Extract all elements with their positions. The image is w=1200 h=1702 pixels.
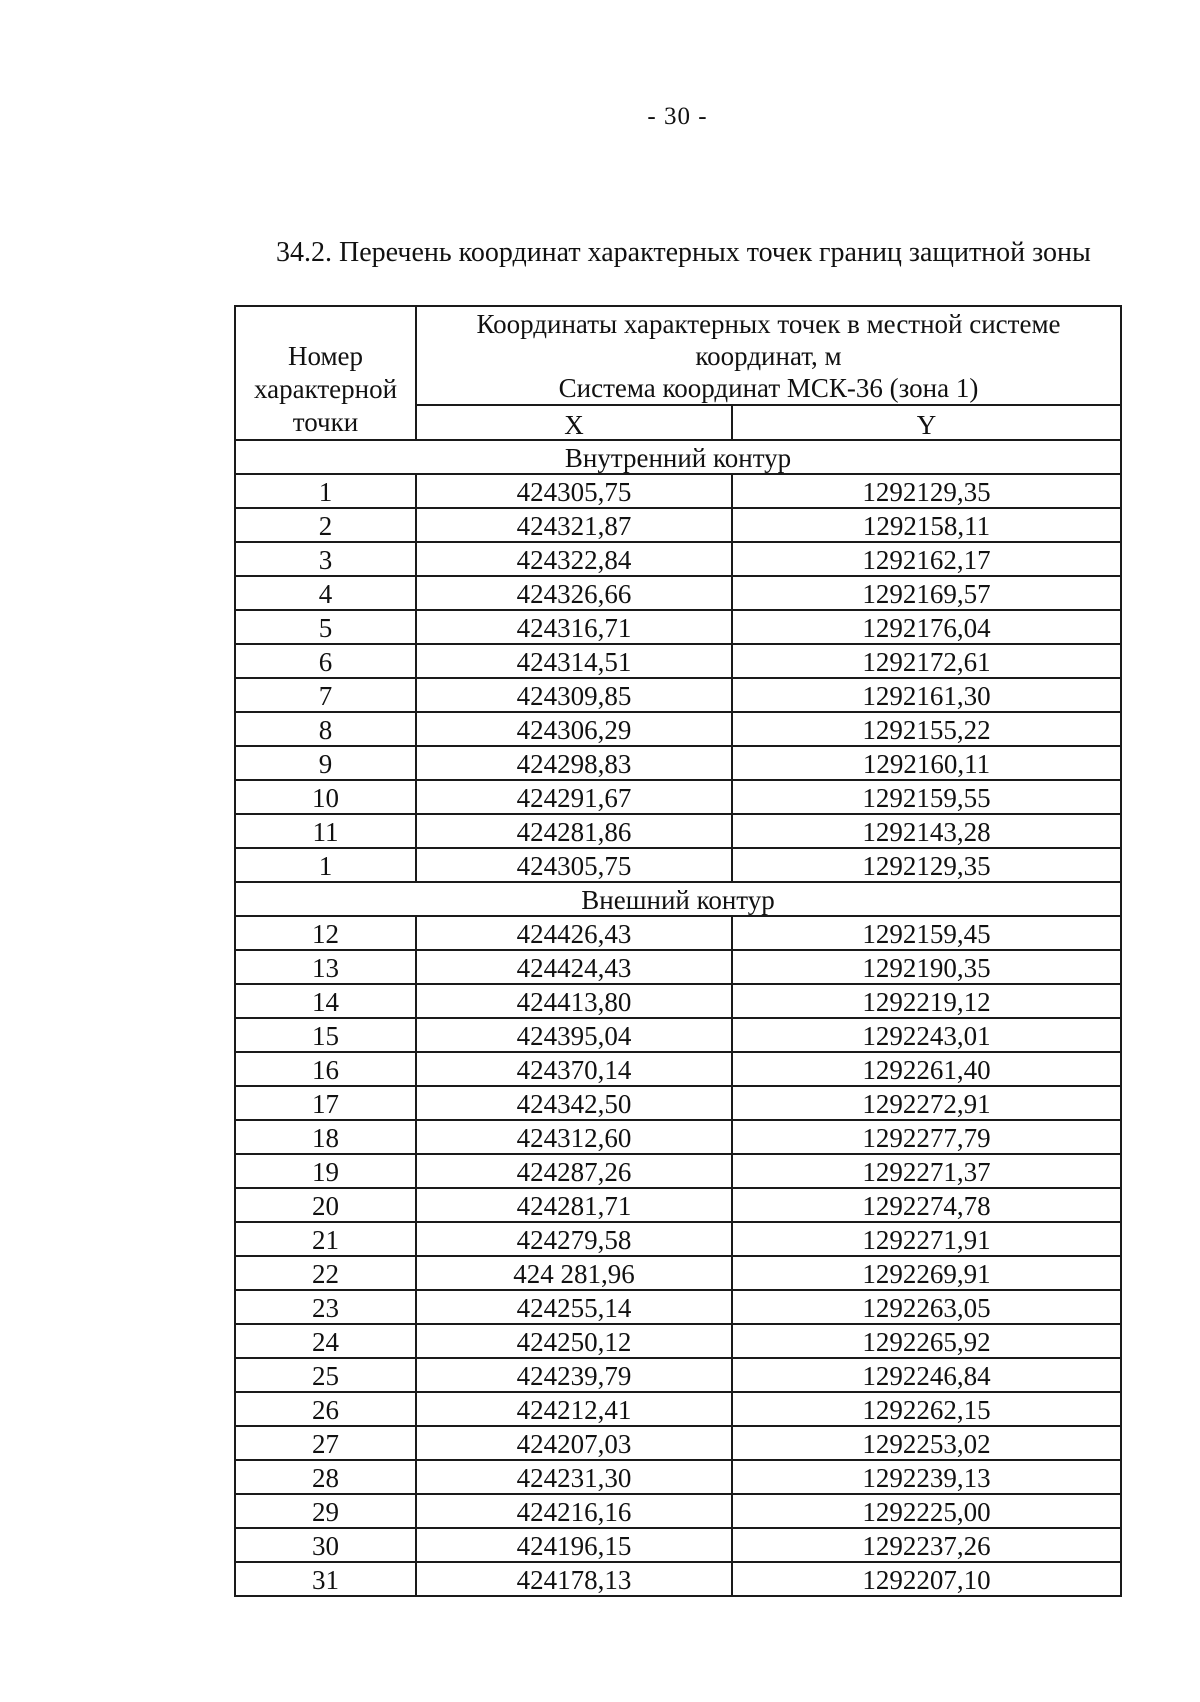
point-number-cell: 3 <box>235 542 416 576</box>
table-row <box>235 916 1121 950</box>
x-coordinate-cell: 424281,86 <box>416 814 732 848</box>
x-coordinate-cell: 424395,04 <box>416 1018 732 1052</box>
point-number-cell: 28 <box>235 1460 416 1494</box>
x-coordinate-cell: 424321,87 <box>416 508 732 542</box>
table-row <box>235 1188 1121 1222</box>
table-row <box>235 1324 1121 1358</box>
section-heading: 34.2. Перечень координат характерных точек границ защитной зоны <box>276 237 1091 268</box>
point-number-cell: 14 <box>235 984 416 1018</box>
x-coordinate-cell: 424207,03 <box>416 1426 732 1460</box>
page-number: - 30 - <box>647 103 708 130</box>
table-row <box>235 1222 1121 1256</box>
x-coordinate-cell: 424279,58 <box>416 1222 732 1256</box>
x-coordinate-cell: 424291,67 <box>416 780 732 814</box>
point-number-cell: 15 <box>235 1018 416 1052</box>
table-row <box>235 678 1121 712</box>
point-number-cell: 18 <box>235 1120 416 1154</box>
table-row <box>235 1120 1121 1154</box>
y-coordinate-cell: 1292176,04 <box>732 610 1121 644</box>
y-coordinate-cell: 1292262,15 <box>732 1392 1121 1426</box>
x-coordinate-cell: 424305,75 <box>416 474 732 508</box>
y-coordinate-cell: 1292169,57 <box>732 576 1121 610</box>
y-coordinate-cell: 1292246,84 <box>732 1358 1121 1392</box>
x-coordinate-cell: 424281,71 <box>416 1188 732 1222</box>
y-coordinate-cell: 1292261,40 <box>732 1052 1121 1086</box>
x-coordinate-cell: 424413,80 <box>416 984 732 1018</box>
point-number-cell: 1 <box>235 474 416 508</box>
x-coordinate-cell: 424287,26 <box>416 1154 732 1188</box>
point-number-cell: 13 <box>235 950 416 984</box>
x-coordinate-cell: 424424,43 <box>416 950 732 984</box>
x-coordinate-cell: 424239,79 <box>416 1358 732 1392</box>
y-coordinate-cell: 1292159,55 <box>732 780 1121 814</box>
table-row <box>235 950 1121 984</box>
point-number-cell: 1 <box>235 848 416 882</box>
table-row <box>235 1018 1121 1052</box>
table-row <box>235 1494 1121 1528</box>
point-number-cell: 12 <box>235 916 416 950</box>
point-number-cell: 27 <box>235 1426 416 1460</box>
header-x: X <box>416 405 732 440</box>
table-row <box>235 1086 1121 1120</box>
header-coordinates-line: Координаты характерных точек в местной системе <box>476 309 1061 340</box>
y-coordinate-cell: 1292143,28 <box>732 814 1121 848</box>
point-number-cell: 25 <box>235 1358 416 1392</box>
y-coordinate-cell: 1292172,61 <box>732 644 1121 678</box>
point-number-cell: 29 <box>235 1494 416 1528</box>
point-number-cell: 23 <box>235 1290 416 1324</box>
x-coordinate-cell: 424298,83 <box>416 746 732 780</box>
x-coordinate-cell: 424370,14 <box>416 1052 732 1086</box>
point-number-cell: 26 <box>235 1392 416 1426</box>
x-coordinate-cell: 424309,85 <box>416 678 732 712</box>
y-coordinate-cell: 1292263,05 <box>732 1290 1121 1324</box>
point-number-cell: 8 <box>235 712 416 746</box>
section-row <box>235 882 1121 916</box>
table-row <box>235 542 1121 576</box>
point-number-cell: 22 <box>235 1256 416 1290</box>
table-row <box>235 1256 1121 1290</box>
header-coordinates <box>416 306 1121 405</box>
y-coordinate-cell: 1292159,45 <box>732 916 1121 950</box>
point-number-cell: 9 <box>235 746 416 780</box>
table-row <box>235 1426 1121 1460</box>
x-coordinate-cell: 424314,51 <box>416 644 732 678</box>
table-row <box>235 576 1121 610</box>
point-number-cell: 19 <box>235 1154 416 1188</box>
point-number-cell: 10 <box>235 780 416 814</box>
x-coordinate-cell: 424231,30 <box>416 1460 732 1494</box>
y-coordinate-cell: 1292129,35 <box>732 474 1121 508</box>
header-point-number-line: точки <box>292 407 359 437</box>
point-number-cell: 16 <box>235 1052 416 1086</box>
point-number-cell: 5 <box>235 610 416 644</box>
y-coordinate-cell: 1292269,91 <box>732 1256 1121 1290</box>
y-coordinate-cell: 1292237,26 <box>732 1528 1121 1562</box>
table-row <box>235 1392 1121 1426</box>
y-coordinate-cell: 1292162,17 <box>732 542 1121 576</box>
table-row <box>235 1528 1121 1562</box>
x-coordinate-cell: 424196,15 <box>416 1528 732 1562</box>
y-coordinate-cell: 1292277,79 <box>732 1120 1121 1154</box>
point-number-cell: 2 <box>235 508 416 542</box>
y-coordinate-cell: 1292265,92 <box>732 1324 1121 1358</box>
x-coordinate-cell: 424342,50 <box>416 1086 732 1120</box>
point-number-cell: 4 <box>235 576 416 610</box>
table-body <box>235 440 1121 1596</box>
table-row <box>235 1358 1121 1392</box>
x-coordinate-cell: 424426,43 <box>416 916 732 950</box>
point-number-cell: 21 <box>235 1222 416 1256</box>
x-coordinate-cell: 424316,71 <box>416 610 732 644</box>
header-point-number-line: Номер <box>287 341 364 371</box>
point-number-cell: 24 <box>235 1324 416 1358</box>
y-coordinate-cell: 1292190,35 <box>732 950 1121 984</box>
header-point-number <box>235 306 416 440</box>
point-number-cell: 31 <box>235 1562 416 1596</box>
x-coordinate-cell: 424326,66 <box>416 576 732 610</box>
point-number-cell: 17 <box>235 1086 416 1120</box>
header-coordinates-line: Система координат МСК-36 (зона 1) <box>558 373 979 404</box>
y-coordinate-cell: 1292158,11 <box>732 508 1121 542</box>
x-coordinate-cell: 424255,14 <box>416 1290 732 1324</box>
x-coordinate-cell: 424306,29 <box>416 712 732 746</box>
y-coordinate-cell: 1292271,37 <box>732 1154 1121 1188</box>
y-coordinate-cell: 1292225,00 <box>732 1494 1121 1528</box>
y-coordinate-cell: 1292155,22 <box>732 712 1121 746</box>
x-coordinate-cell: 424216,16 <box>416 1494 732 1528</box>
x-coordinate-cell: 424 281,96 <box>416 1256 732 1290</box>
y-coordinate-cell: 1292160,11 <box>732 746 1121 780</box>
section-title: Внутренний контур <box>235 440 1121 474</box>
header-coordinates-line: координат, м <box>695 341 842 372</box>
point-number-cell: 30 <box>235 1528 416 1562</box>
point-number-cell: 11 <box>235 814 416 848</box>
x-coordinate-cell: 424212,41 <box>416 1392 732 1426</box>
section-row <box>235 440 1121 474</box>
table-row <box>235 712 1121 746</box>
y-coordinate-cell: 1292274,78 <box>732 1188 1121 1222</box>
table-row <box>235 814 1121 848</box>
table-row <box>235 1290 1121 1324</box>
y-coordinate-cell: 1292207,10 <box>732 1562 1121 1596</box>
x-coordinate-cell: 424305,75 <box>416 848 732 882</box>
x-coordinate-cell: 424178,13 <box>416 1562 732 1596</box>
table-row <box>235 848 1121 882</box>
table-row <box>235 984 1121 1018</box>
y-coordinate-cell: 1292161,30 <box>732 678 1121 712</box>
coordinates-table <box>234 305 1122 1597</box>
table-row <box>235 746 1121 780</box>
y-coordinate-cell: 1292239,13 <box>732 1460 1121 1494</box>
table-row <box>235 508 1121 542</box>
table-row <box>235 474 1121 508</box>
y-coordinate-cell: 1292243,01 <box>732 1018 1121 1052</box>
table-row <box>235 644 1121 678</box>
y-coordinate-cell: 1292129,35 <box>732 848 1121 882</box>
point-number-cell: 20 <box>235 1188 416 1222</box>
point-number-cell: 7 <box>235 678 416 712</box>
table-row <box>235 1154 1121 1188</box>
point-number-cell: 6 <box>235 644 416 678</box>
table-row <box>235 780 1121 814</box>
x-coordinate-cell: 424250,12 <box>416 1324 732 1358</box>
table-row <box>235 1052 1121 1086</box>
y-coordinate-cell: 1292271,91 <box>732 1222 1121 1256</box>
x-coordinate-cell: 424312,60 <box>416 1120 732 1154</box>
y-coordinate-cell: 1292253,02 <box>732 1426 1121 1460</box>
header-point-number-line: характерной <box>253 374 398 404</box>
table-row <box>235 1562 1121 1596</box>
y-coordinate-cell: 1292272,91 <box>732 1086 1121 1120</box>
x-coordinate-cell: 424322,84 <box>416 542 732 576</box>
header-y: Y <box>732 405 1121 440</box>
table-row <box>235 1460 1121 1494</box>
section-title: Внешний контур <box>235 882 1121 916</box>
y-coordinate-cell: 1292219,12 <box>732 984 1121 1018</box>
table-row <box>235 610 1121 644</box>
